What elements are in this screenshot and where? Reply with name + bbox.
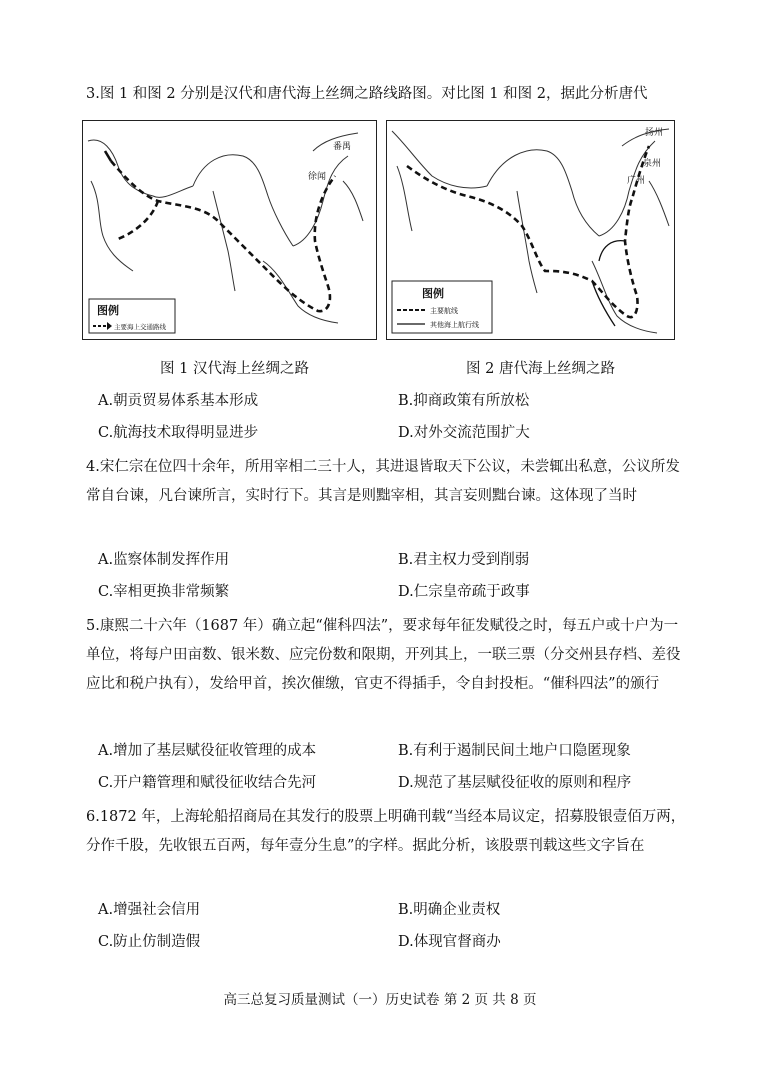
map2-caption: 图 2 唐代海上丝绸之路	[466, 361, 615, 377]
map2-legend-other: 其他海上航行线	[430, 321, 479, 329]
q4-option-d[interactable]: D.仁宗皇帝疏于政事	[398, 584, 530, 600]
map2-legend-title: 图例	[422, 287, 444, 300]
map1-label-xuwen: 徐闻	[308, 172, 327, 182]
map2-legend-main: 主要航线	[430, 307, 458, 315]
q4-stem: 4.宋仁宗在位四十余年，所用宰相二三十人，其进退皆取天下公议，未尝辄出私意，公议所发常自台谏，凡台谏所言，实时行下。其言是则黜宰相，其言妄则黜台谏。这体现了当时	[86, 459, 680, 504]
q3-option-b[interactable]: B.抑商政策有所放松	[398, 393, 530, 409]
q6-option-b[interactable]: B.明确企业责权	[398, 902, 501, 918]
q3-stem: 3.图 1 和图 2 分别是汉代和唐代海上丝绸之路线路图。对比图 1 和图 2，据此分析唐代	[86, 86, 648, 102]
q6-option-a[interactable]: A.增强社会信用	[98, 902, 201, 918]
q5-option-d[interactable]: D.规范了基层赋役征收的原则和程序	[398, 775, 632, 791]
page-footer: 高三总复习质量测试（一）历史试卷 第 2 页 共 8 页	[223, 992, 537, 1008]
q5-option-c[interactable]: C.开户籍管理和赋役征收结合先河	[98, 775, 317, 791]
map1-legend-title: 图例	[97, 304, 119, 317]
q4-option-a[interactable]: A.监察体制发挥作用	[98, 552, 230, 568]
q4-option-c[interactable]: C.宰相更换非常频繁	[98, 584, 230, 600]
q6-stem: 6.1872 年，上海轮船招商局在其发行的股票上明确刊载“当经本局议定，招募股银壹佰万两，分作千股，先收银五百两，每年壹分生息”的字样。据此分析，该股票刊载这些文字旨在	[86, 809, 686, 854]
map-han	[82, 120, 377, 340]
q5-option-a[interactable]: A.增加了基层赋役征收管理的成本	[98, 743, 317, 759]
map2-label-guangzhou: 广州	[627, 176, 646, 186]
q6-option-c[interactable]: C.防止仿制造假	[98, 934, 201, 950]
q3-option-a[interactable]: A.朝贡贸易体系基本形成	[98, 393, 259, 409]
map2-label-quanzhou: 泉州	[643, 159, 662, 169]
map1-caption: 图 1 汉代海上丝绸之路	[160, 361, 309, 377]
q3-option-c[interactable]: C.航海技术取得明显进步	[98, 425, 259, 441]
q3-option-d[interactable]: D.对外交流范围扩大	[398, 425, 530, 441]
q5-stem: 5.康熙二十六年（1687 年）确立起“催科四法”，要求每年征发赋役之时，每五户或十户为一单位，将每户田亩数、银米数、应完份数和限期，开列其上，一联三票（分交州县存档、差役应比和税户执有），发给甲首，挨次催缴，官吏不得插手，令自封投柜。“催科四法”的颁行	[86, 618, 681, 692]
q5-option-b[interactable]: B.有利于遏制民间土地户口隐匿现象	[398, 743, 631, 759]
map2-label-yangzhou: 扬州	[645, 128, 664, 138]
map1-legend-item: 主要海上交通路线	[114, 323, 166, 331]
map1-label-panyu: 番禺	[333, 142, 352, 152]
q6-option-d[interactable]: D.体现官督商办	[398, 934, 501, 950]
map-tang	[386, 120, 675, 340]
q4-option-b[interactable]: B.君主权力受到削弱	[398, 552, 530, 568]
